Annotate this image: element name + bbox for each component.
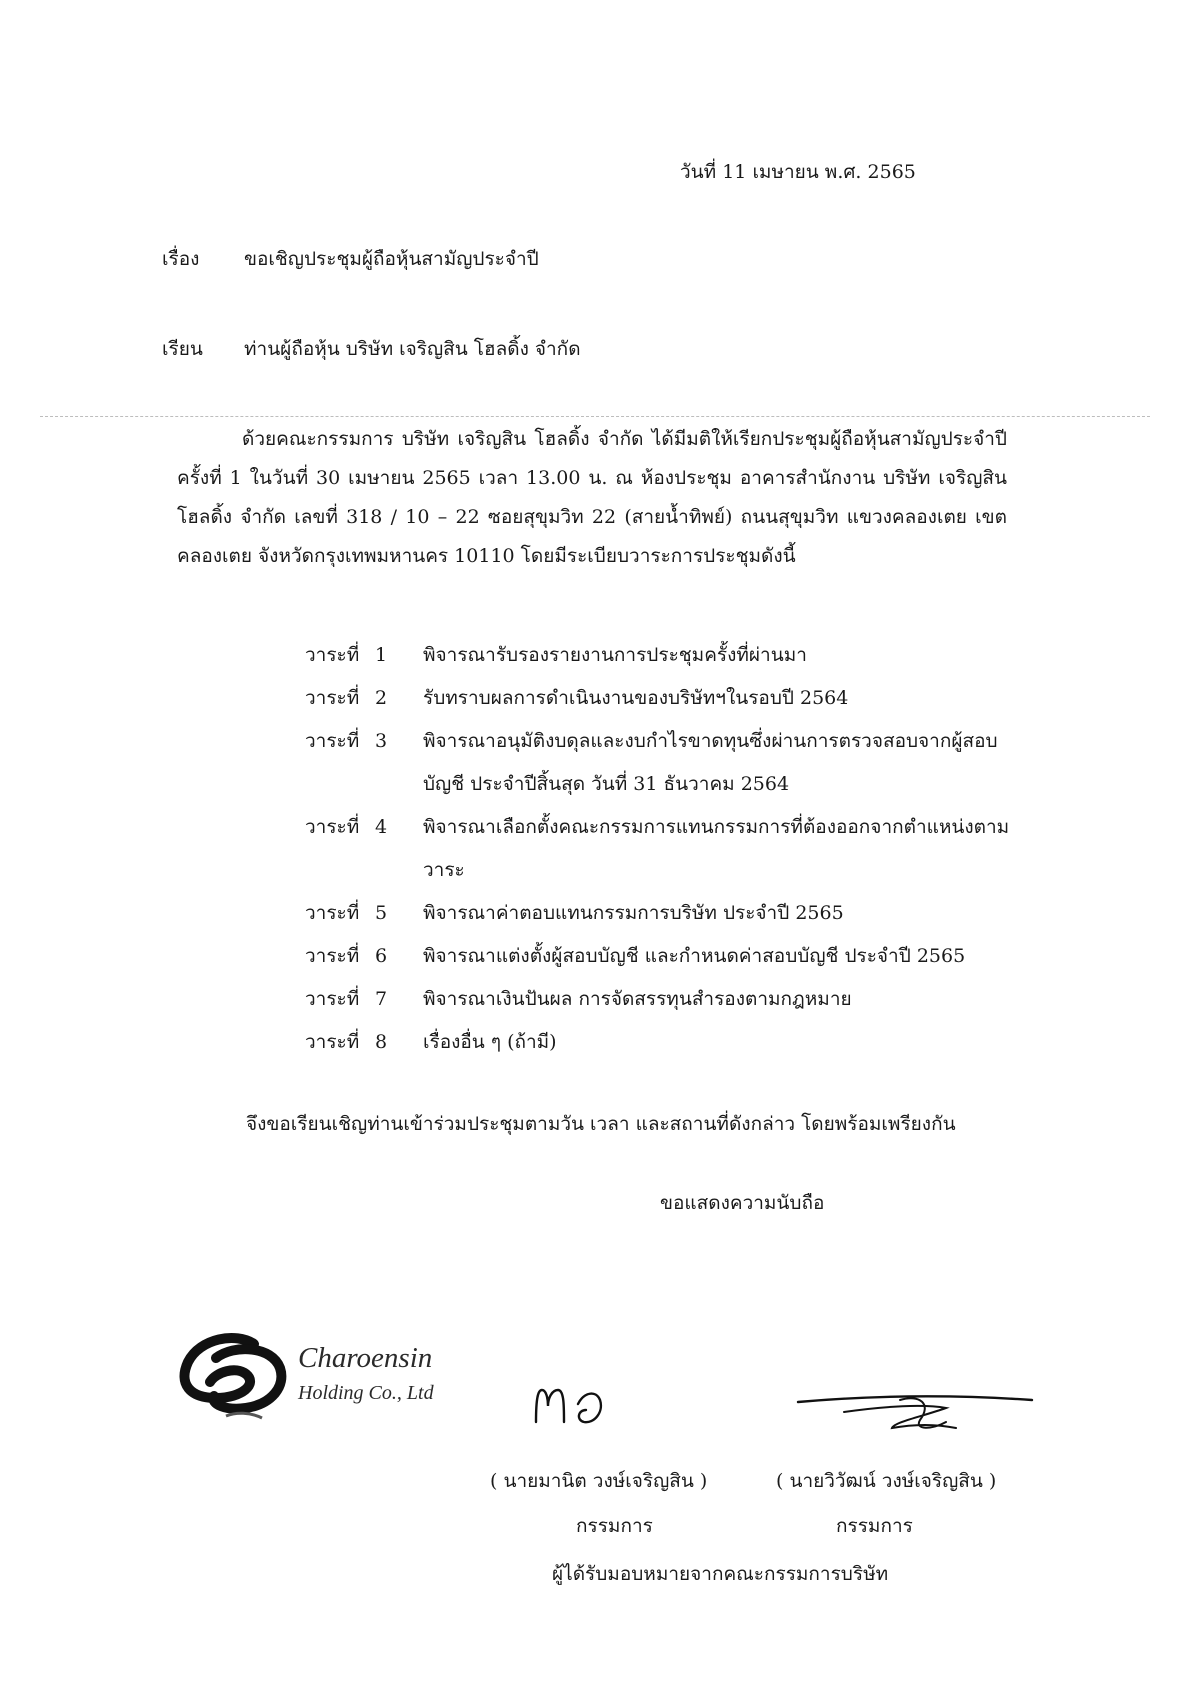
agenda-number: 1 bbox=[375, 644, 388, 666]
agenda-prefix: วาระที่ bbox=[305, 1031, 360, 1053]
letter-date: วันที่ 11 เมษายน พ.ศ. 2565 bbox=[680, 161, 916, 183]
agenda-number: 3 bbox=[375, 730, 388, 752]
agenda-text: รับทราบผลการดำเนินงานของบริษัทฯในรอบปี 2564 bbox=[423, 687, 849, 709]
authorized-by: ผู้ได้รับมอบหมายจากคณะกรรมการบริษัท bbox=[552, 1563, 889, 1585]
regards-line: ขอแสดงความนับถือ bbox=[660, 1192, 825, 1214]
agenda-prefix: วาระที่ bbox=[305, 730, 360, 752]
agenda-number: 8 bbox=[375, 1031, 388, 1053]
agenda-text: พิจารณาเลือกตั้งคณะกรรมการแทนกรรมการที่ต้องออกจากตำแหน่งตามวาระ bbox=[423, 816, 1010, 881]
body-paragraph bbox=[177, 420, 1007, 576]
agenda-number: 2 bbox=[375, 687, 388, 709]
signatory-1-name: ( นายมานิต วงษ์เจริญสิน ) bbox=[490, 1470, 708, 1492]
agenda-number: 6 bbox=[375, 945, 388, 967]
signature-1-icon bbox=[532, 1376, 632, 1442]
signatory-2-position: กรรมการ bbox=[836, 1515, 913, 1537]
agenda-item bbox=[305, 806, 1025, 892]
agenda-item bbox=[305, 1021, 1025, 1064]
agenda-prefix: วาระที่ bbox=[305, 816, 360, 838]
agenda-prefix: วาระที่ bbox=[305, 902, 360, 924]
company-logo-mark-icon bbox=[176, 1328, 294, 1424]
agenda-text: พิจารณาแต่งตั้งผู้สอบบัญชี และกำหนดค่าสอบบัญชี ประจำปี 2565 bbox=[423, 945, 966, 967]
agenda-text: พิจารณาเงินปันผล การจัดสรรทุนสำรองตามกฎหมาย bbox=[423, 988, 852, 1010]
agenda-prefix: วาระที่ bbox=[305, 644, 360, 666]
agenda-text: เรื่องอื่น ๆ (ถ้ามี) bbox=[423, 1031, 557, 1053]
signatory-2-name: ( นายวิวัฒน์ วงษ์เจริญสิน ) bbox=[776, 1470, 997, 1492]
company-logo bbox=[176, 1328, 486, 1424]
signature-2-icon bbox=[796, 1376, 1036, 1456]
agenda-text: พิจารณารับรองรายงานการประชุมครั้งที่ผ่านมา bbox=[423, 644, 807, 666]
closing-sentence: จึงขอเรียนเชิญท่านเข้าร่วมประชุมตามวัน เวลา และสถานที่ดังกล่าว โดยพร้อมเพรียงกัน bbox=[246, 1113, 956, 1135]
agenda-item bbox=[305, 978, 1025, 1021]
agenda-item bbox=[305, 634, 1025, 677]
agenda-list bbox=[305, 634, 1025, 1064]
scan-artifact-line bbox=[40, 416, 1150, 417]
agenda-item bbox=[305, 892, 1025, 935]
agenda-item bbox=[305, 677, 1025, 720]
agenda-text: พิจารณาอนุมัติงบดุลและงบกำไรขาดทุนซึ่งผ่านการตรวจสอบจากผู้สอบบัญชี ประจำปีสิ้นสุด วันที่ 31 ธันวาคม 2564 bbox=[423, 730, 998, 795]
agenda-text: พิจารณาค่าตอบแทนกรรมการบริษัท ประจำปี 2565 bbox=[423, 902, 844, 924]
agenda-item bbox=[305, 935, 1025, 978]
company-logo-subtitle: Holding Co., Ltd bbox=[298, 1382, 434, 1404]
agenda-item bbox=[305, 720, 1025, 806]
agenda-number: 7 bbox=[375, 988, 388, 1010]
agenda-prefix: วาระที่ bbox=[305, 988, 360, 1010]
subject-text: ขอเชิญประชุมผู้ถือหุ้นสามัญประจำปี bbox=[244, 248, 539, 270]
body-text: ด้วยคณะกรรมการ บริษัท เจริญสิน โฮลดิ้ง จำกัด ได้มีมติให้เรียกประชุมผู้ถือหุ้นสามัญประจำปี ครั้งที่ 1 ในวันที่ 30 เมษายน 2565 เวลา 13.00 น. ณ ห้องประชุม อาคารสำนักงาน บริษัท เจริญสิน โฮลดิ้ง จำกัด เลขที่ 318 / 10 – 22 ซอยสุขุมวิท 22 (สายน้ำทิพย์) ถนนสุขุมวิท แขวงคลองเตย เขตคลองเตย จังหวัดกรุงเทพมหานคร 10110 โดยมีระเบียบวาระการประชุมดังนี้ bbox=[177, 428, 1007, 567]
agenda-number: 4 bbox=[375, 816, 388, 838]
company-logo-name: Charoensin bbox=[298, 1342, 433, 1374]
agenda-number: 5 bbox=[375, 902, 388, 924]
subject-label: เรื่อง bbox=[162, 248, 200, 270]
recipient-text: ท่านผู้ถือหุ้น บริษัท เจริญสิน โฮลดิ้ง จำกัด bbox=[244, 338, 581, 360]
recipient-label: เรียน bbox=[162, 338, 203, 360]
agenda-prefix: วาระที่ bbox=[305, 687, 360, 709]
agenda-prefix: วาระที่ bbox=[305, 945, 360, 967]
signatory-1-position: กรรมการ bbox=[576, 1515, 653, 1537]
